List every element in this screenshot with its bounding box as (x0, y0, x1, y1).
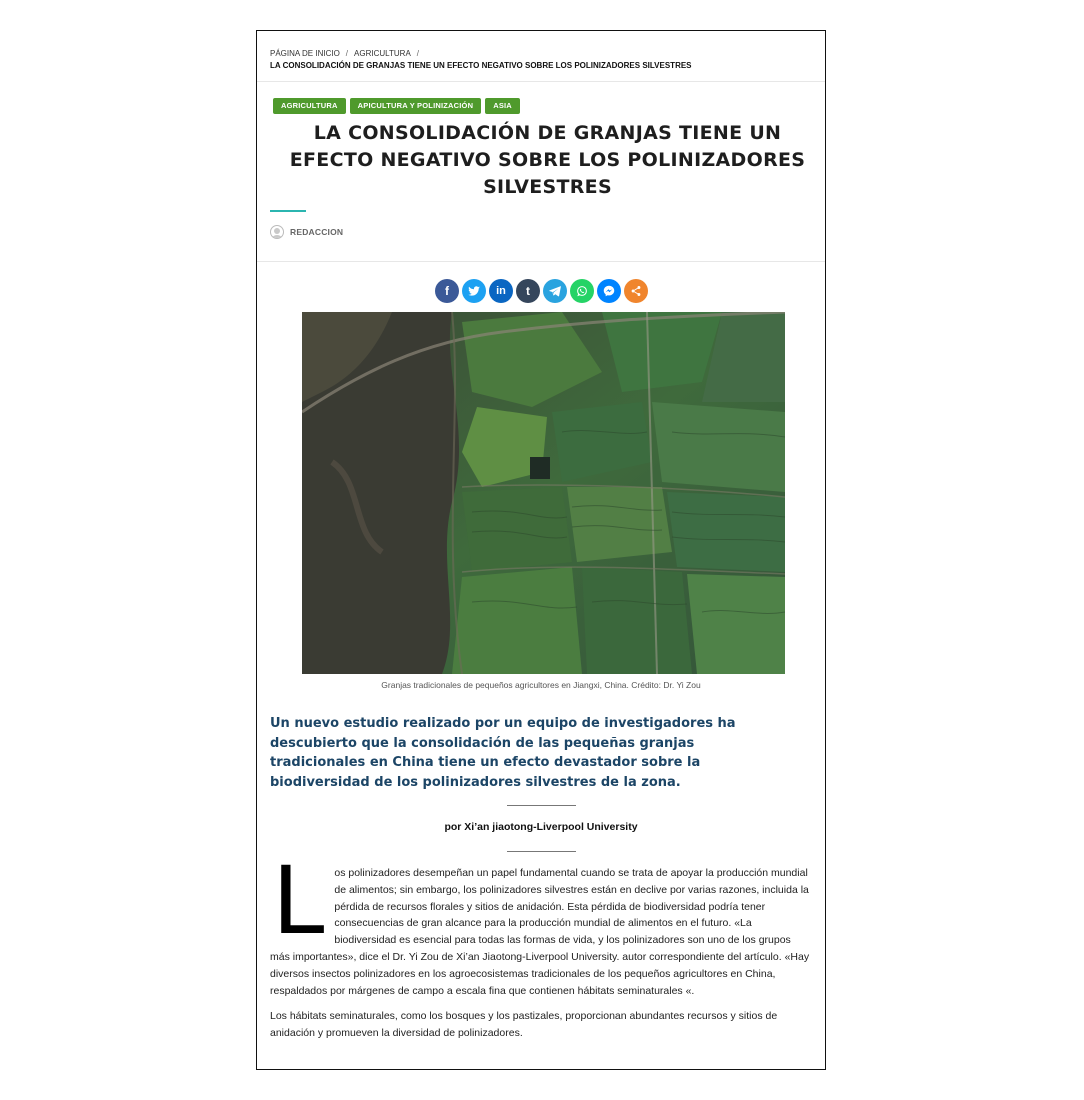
telegram-icon[interactable] (543, 279, 567, 303)
article-image (302, 312, 785, 674)
category-tag-agricultura[interactable]: AGRICULTURA (273, 98, 346, 114)
image-caption: Granjas tradicionales de pequeños agricultores en Jiangxi, China. Crédito: Dr. Yi Zou (381, 680, 701, 690)
linkedin-icon[interactable]: in (489, 279, 513, 303)
title-accent-line (270, 210, 306, 212)
breadcrumb-category-link[interactable]: AGRICULTURA (354, 49, 411, 58)
aerial-farm-photo (302, 312, 785, 674)
byline-divider-top (507, 805, 576, 806)
breadcrumb-home-link[interactable]: PÁGINA DE INICIO (270, 49, 340, 58)
body-paragraph (270, 847, 810, 999)
breadcrumb-separator: / (416, 49, 420, 58)
article-body (270, 847, 810, 1051)
category-tags (273, 98, 520, 114)
header-divider (257, 81, 825, 82)
share-buttons (435, 279, 648, 303)
facebook-icon[interactable]: f (435, 279, 459, 303)
dropcap: L (272, 847, 325, 956)
category-tag-asia[interactable]: ASIA (485, 98, 520, 114)
author-name[interactable]: REDACCION (290, 227, 344, 237)
avatar (270, 225, 284, 239)
breadcrumb (270, 48, 815, 72)
author-block (270, 225, 343, 239)
breadcrumb-current: LA CONSOLIDACIÓN DE GRANJAS TIENE UN EFECTO NEGATIVO SOBRE LOS POLINIZADORES SILVESTRES (270, 61, 692, 70)
byline: por Xi’an jiaotong-Liverpool University (444, 821, 638, 833)
article-title: LA CONSOLIDACIÓN DE GRANJAS TIENE UN EFECTO NEGATIVO SOBRE LOS POLINIZADORES SILVESTRES (289, 122, 806, 198)
byline-divider-bottom (507, 851, 576, 852)
body-paragraph: Los hábitats seminaturales, como los bosques y los pastizales, proporcionan abundantes recursos y sitios de anidación y promueven la diversidad de polinizadores. (270, 1010, 778, 1040)
whatsapp-icon[interactable] (570, 279, 594, 303)
breadcrumb-separator: / (345, 49, 349, 58)
share-icon[interactable] (624, 279, 648, 303)
meta-divider (257, 261, 825, 262)
twitter-icon[interactable] (462, 279, 486, 303)
messenger-icon[interactable] (597, 279, 621, 303)
body-paragraph-text: os polinizadores desempeñan un papel fundamental cuando se trata de apoyar la producción mundial de alimentos; sin embargo, los polinizadores silvestres están en declive por varias razones, incluida la pérdida de recursos florales y sitios de anidación. Esta pérdida de biodiversidad podría tener consecuencias de gran alcance para la producción mundial de alimentos en el futuro. «La biodiversidad es esencial para todas las formas de vida, y los polinizadores son uno de los grupos más importantes», dice el Dr. Yi Zou de Xi’an Jiaotong-Liverpool University. autor correspondiente del artículo. «Hay diversos insectos polinizadores en los agroecosistemas tradicionales de los pequeños agricultores en China, respaldados por márgenes de campo a escala fina que contienen hábitats seminaturales «. (270, 867, 810, 997)
category-tag-apicultura[interactable]: APICULTURA Y POLINIZACIÓN (350, 98, 482, 114)
article-page (256, 30, 826, 1070)
article-lead: Un nuevo estudio realizado por un equipo de investigadores ha descubierto que la consolidación de las pequeñas granjas tradicionales en China tiene un efecto devastador sobre la biodiversidad de los polinizadores silvestres de la zona. (270, 716, 736, 790)
tumblr-icon[interactable]: t (516, 279, 540, 303)
